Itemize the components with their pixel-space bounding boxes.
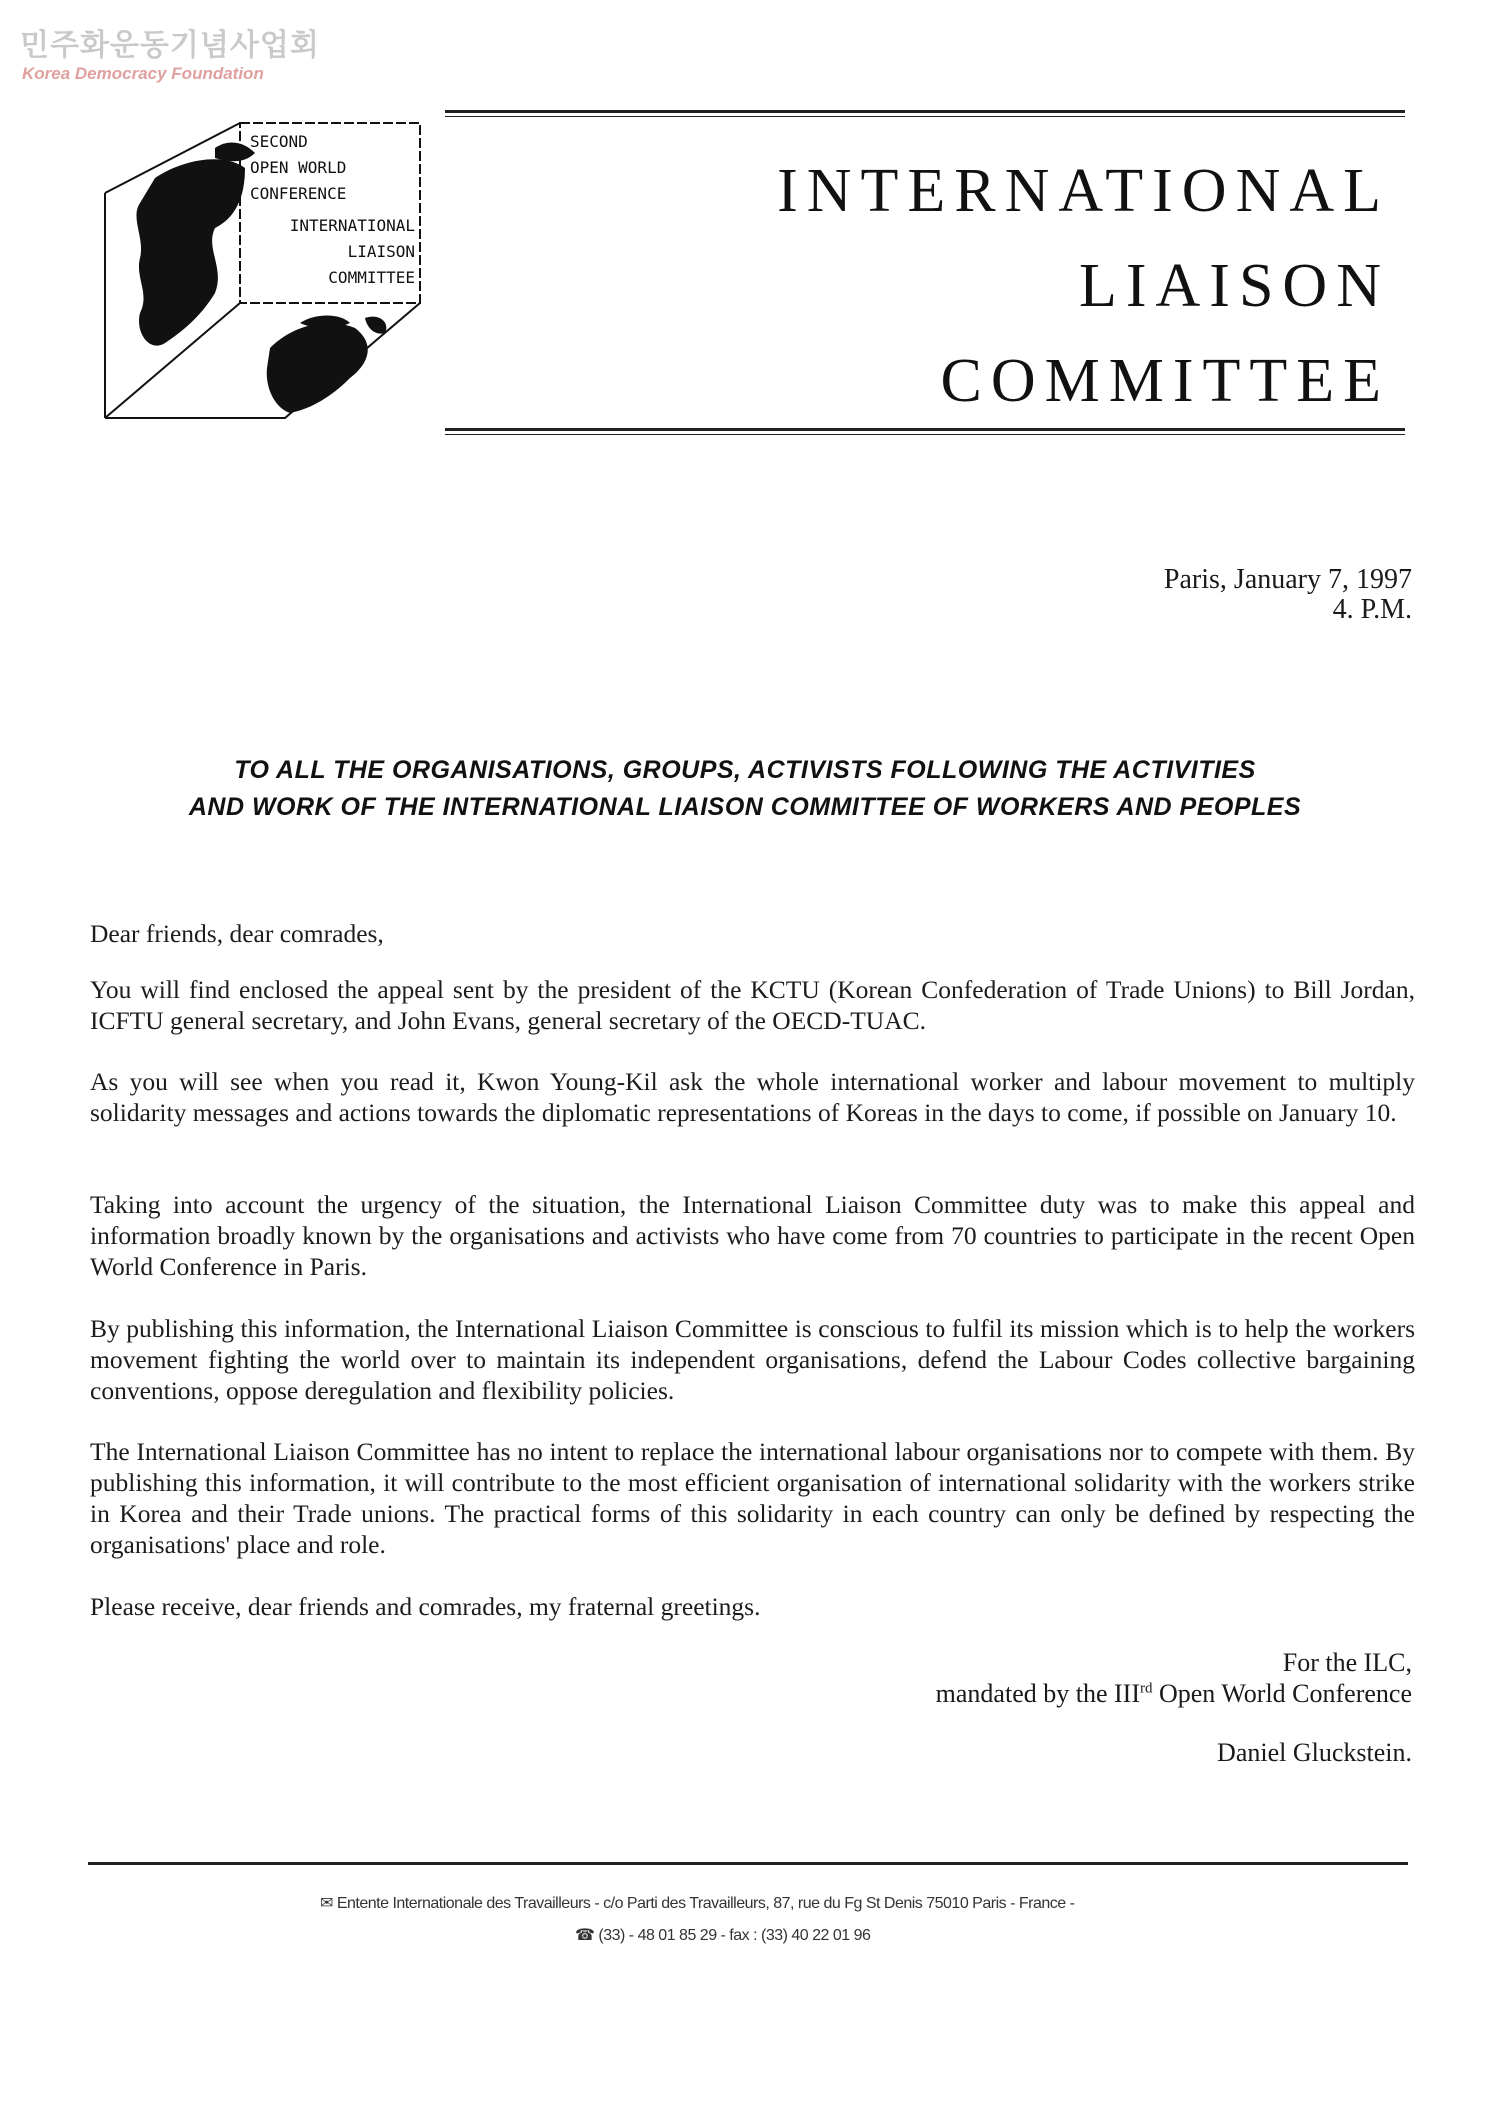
signature-name: Daniel Gluckstein.	[1217, 1738, 1412, 1767]
paragraph-3: Taking into account the urgency of the situation, the International Liaison Committee duty was to make this appeal and information broadly known by the organisations and activists who have come from 70 countries to participate in the recent Open World Conference in Paris.	[90, 1190, 1415, 1281]
logo-line-open-world: OPEN WORLD	[250, 158, 347, 177]
signature-mandate-text-end: Open World Conference	[1152, 1679, 1412, 1708]
heading-line-1: INTERNATIONAL	[777, 157, 1390, 225]
footer-phone	[575, 1925, 870, 1945]
logo-line-conference: CONFERENCE	[250, 184, 347, 203]
watermark-english: Korea Democracy Foundation	[22, 64, 264, 83]
header-rule-top	[445, 110, 1405, 113]
time-line: 4. P.M.	[1332, 594, 1412, 625]
paragraph-2: As you will see when you read it, Kwon Young-Kil ask the whole international worker and labour movement to multiply solidarity messages and actions towards the diplomatic representations of Koreas in the days to come, if possible on January 10.	[90, 1067, 1415, 1127]
date-line: Paris, January 7, 1997	[1163, 564, 1412, 595]
signature-mandate-sup: rd	[1139, 1680, 1153, 1697]
footer-address	[320, 1893, 1074, 1913]
footer-address-text: Entente Internationale des Travailleurs - c/o Parti des Travailleurs, 87, rue du Fg St Denis 75010 Paris - France -	[336, 1895, 1075, 1912]
paragraph-6: Please receive, dear friends and comrades, my fraternal greetings.	[90, 1592, 761, 1621]
signature-mandate	[936, 1679, 1412, 1709]
watermark-korean: 민주화운동기념사업회	[20, 28, 320, 63]
signature-mandate-text: mandated by the III	[935, 1679, 1140, 1708]
mailbox-icon: ✉	[320, 1895, 333, 1912]
footer-phone-text: (33) - 48 01 85 29 - fax : (33) 40 22 01 96	[598, 1927, 871, 1944]
telephone-icon: ☎	[575, 1927, 595, 1944]
salutation: Dear friends, dear comrades,	[90, 919, 384, 948]
signature-for-ilc: For the ILC,	[1282, 1648, 1412, 1677]
header-rule-bottom	[445, 428, 1405, 431]
header-rule-top-thin	[445, 116, 1405, 117]
recipients-line-2: AND WORK OF THE INTERNATIONAL LIAISON COMMITTEE OF WORKERS AND PEOPLES	[188, 793, 1302, 821]
recipients-line-1: TO ALL THE ORGANISATIONS, GROUPS, ACTIVISTS FOLLOWING THE ACTIVITIES	[234, 756, 1256, 784]
heading-line-2: LIAISON	[1079, 252, 1390, 320]
paragraph-1: You will find enclosed the appeal sent by the president of the KCTU (Korean Confederation of Trade Unions) to Bill Jordan, ICFTU general secretary, and John Evans, general secretary of the OECD-TUAC.	[90, 975, 1415, 1035]
header-rule-bottom-thin	[445, 434, 1405, 435]
paragraph-4: By publishing this information, the International Liaison Committee is conscious to fulfil its mission which is to help the workers movement fighting the world over to maintain its independent organisations, defend the Labour Codes collective bargaining conventions, oppose deregulation and flexibility policies.	[90, 1314, 1415, 1405]
footer-rule	[88, 1862, 1408, 1865]
paragraph-5: The International Liaison Committee has no intent to replace the international labour organisations nor to compete with them. By publishing this information, it will contribute to the most efficient organisation of international solidarity with the workers strike in Korea and their Trade unions. The practical forms of this solidarity in each country can only be defined by respecting the organisations' place and role.	[90, 1437, 1415, 1559]
heading-line-3: COMMITTEE	[940, 347, 1390, 415]
logo-line-international: INTERNATIONAL	[289, 216, 415, 235]
logo-line-committee: COMMITTEE	[328, 268, 415, 287]
logo-line-liaison: LIAISON	[347, 242, 415, 261]
logo-line-second: SECOND	[250, 132, 308, 151]
logo	[95, 118, 435, 423]
